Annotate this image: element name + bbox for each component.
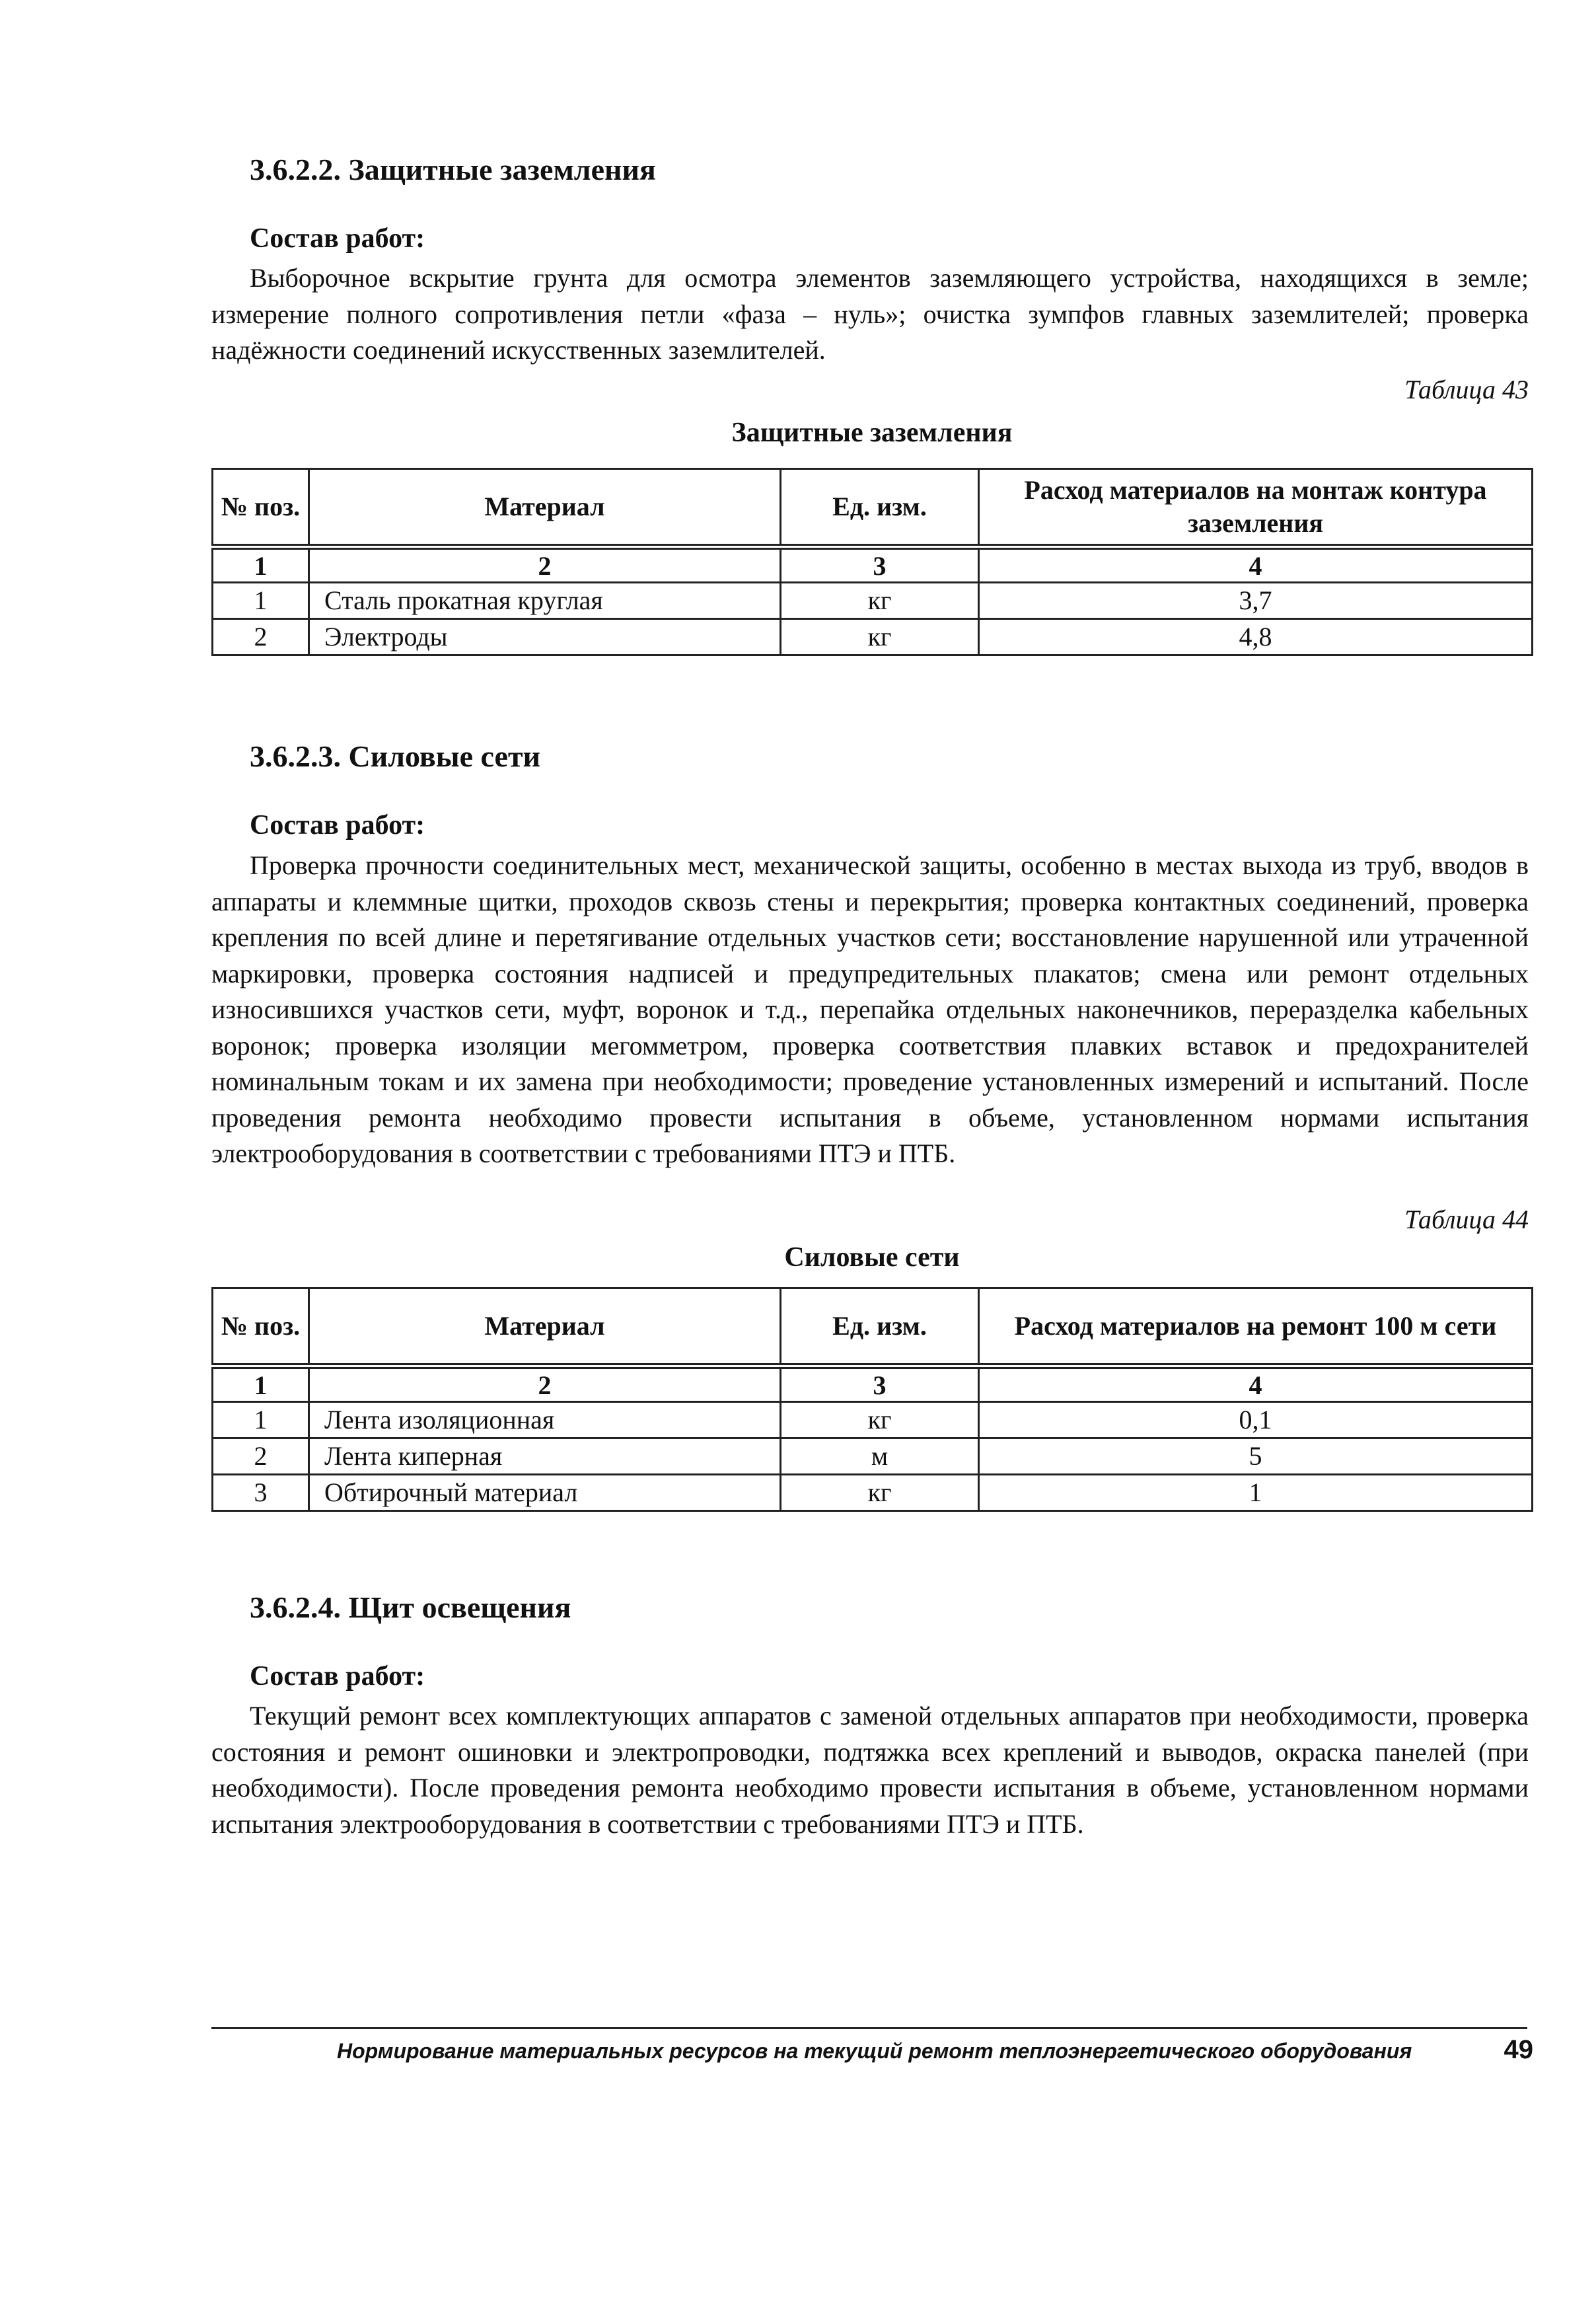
header-cell: № поз. <box>213 469 309 547</box>
header-cell: Материал <box>309 1288 781 1366</box>
column-number-row <box>213 547 1533 583</box>
column-number: 3 <box>781 1366 979 1402</box>
materials-table-43 <box>211 468 1533 656</box>
header-cell: Ед. изм. <box>781 469 979 547</box>
table-row <box>213 1438 1533 1475</box>
consumption-cell: 5 <box>979 1438 1533 1475</box>
section-text: Выборочное вскрытие грунта для осмотра элементов заземляющего устройства, находящихся в земле; измерение полного сопротивления петли «фаза – нуль»; очистка зумпфов главных заземлителей; проверка надёжности соединений искусственных заземлителей. <box>211 263 1529 365</box>
column-number: 4 <box>979 547 1533 583</box>
unit-cell: кг <box>781 1402 979 1438</box>
header-cell: Расход материалов на монтаж контура заземления <box>979 469 1533 547</box>
table-title: Силовые сети <box>784 1242 960 1273</box>
table-row <box>213 1402 1533 1438</box>
section-heading: 3.6.2.4. Щит освещения <box>250 1590 571 1624</box>
consumption-cell: 4,8 <box>979 619 1533 655</box>
unit-cell: кг <box>781 619 979 655</box>
column-number: 4 <box>979 1366 1533 1402</box>
unit-cell: кг <box>781 583 979 619</box>
material-cell: Лента киперная <box>309 1438 781 1475</box>
material-cell: Обтирочный материал <box>309 1475 781 1511</box>
position-cell: 1 <box>213 583 309 619</box>
consumption-cell: 3,7 <box>979 583 1533 619</box>
column-number-row <box>213 1366 1533 1402</box>
header-cell: Ед. изм. <box>781 1288 979 1366</box>
work-label: Состав работ: <box>250 223 425 254</box>
material-cell: Сталь прокатная круглая <box>309 583 781 619</box>
section-heading: 3.6.2.2. Защитные заземления <box>250 153 656 186</box>
material-cell: Лента изоляционная <box>309 1402 781 1438</box>
material-cell: Электроды <box>309 619 781 655</box>
column-number: 2 <box>309 547 781 583</box>
table-row <box>213 583 1533 619</box>
table-number: Таблица 44 <box>1404 1205 1529 1234</box>
footer-divider <box>211 2027 1527 2029</box>
table-row <box>213 619 1533 655</box>
column-number: 3 <box>781 547 979 583</box>
table-row <box>213 1475 1533 1511</box>
section-heading: 3.6.2.3. Силовые сети <box>250 739 541 773</box>
footer-title: Нормирование материальных ресурсов на текущий ремонт теплоэнергетического оборудования <box>337 2039 1412 2063</box>
work-label: Состав работ: <box>250 1661 425 1692</box>
header-cell: Расход материалов на ремонт 100 м сети <box>979 1288 1533 1366</box>
table-number: Таблица 43 <box>1404 375 1529 404</box>
position-cell: 2 <box>213 619 309 655</box>
position-cell: 1 <box>213 1402 309 1438</box>
table-title: Защитные заземления <box>731 418 1013 448</box>
header-cell: Материал <box>309 469 781 547</box>
table-header-row <box>213 469 1533 547</box>
section-text: Проверка прочности соединительных мест, механической защиты, особенно в местах выхода из труб, вводов в аппараты и клеммные щитки, проходов сквозь стены и перекрытия; проверка контактных соединений, проверка крепления по всей длине и перетягивание отдельных участков сети; восстановление нарушенной или утраченной маркировки, проверка состояния надписей и предупредительных плакатов; смена или ремонт отдельных износившихся участков сети, муфт, воронок и т.д., перепайка отдельных наконечников, переразделка кабельных воронок; проверка изоляции мегомметром, проверка соответствия плавких вставок и предохранителей номинальным токам и их замена при необходимости; проведение установленных измерений и испытаний. После проведения ремонта необходимо провести испытания в объеме, установленном нормами испытания электрооборудования в соответствии с требованиями ПТЭ и ПТБ. <box>211 850 1529 1168</box>
work-label: Состав работ: <box>250 810 425 840</box>
column-number: 1 <box>213 1366 309 1402</box>
position-cell: 2 <box>213 1438 309 1475</box>
position-cell: 3 <box>213 1475 309 1511</box>
materials-table-44 <box>211 1287 1533 1512</box>
section-text: Текущий ремонт всех комплектующих аппаратов с заменой отдельных аппаратов при необходимости, проверка состояния и ремонт ошиновки и электропроводки, подтяжка всех креплений и выводов, окраска панелей (при необходимости). После проведения ремонта необходимо провести испытания в объеме, установленном нормами испытания электрооборудования в соответствии с требованиями ПТЭ и ПТБ. <box>211 1701 1529 1839</box>
consumption-cell: 0,1 <box>979 1402 1533 1438</box>
page-number: 49 <box>1504 2035 1533 2064</box>
consumption-cell: 1 <box>979 1475 1533 1511</box>
column-number: 1 <box>213 547 309 583</box>
table-header-row <box>213 1288 1533 1366</box>
column-number: 2 <box>309 1366 781 1402</box>
unit-cell: м <box>781 1438 979 1475</box>
unit-cell: кг <box>781 1475 979 1511</box>
header-cell: № поз. <box>213 1288 309 1366</box>
